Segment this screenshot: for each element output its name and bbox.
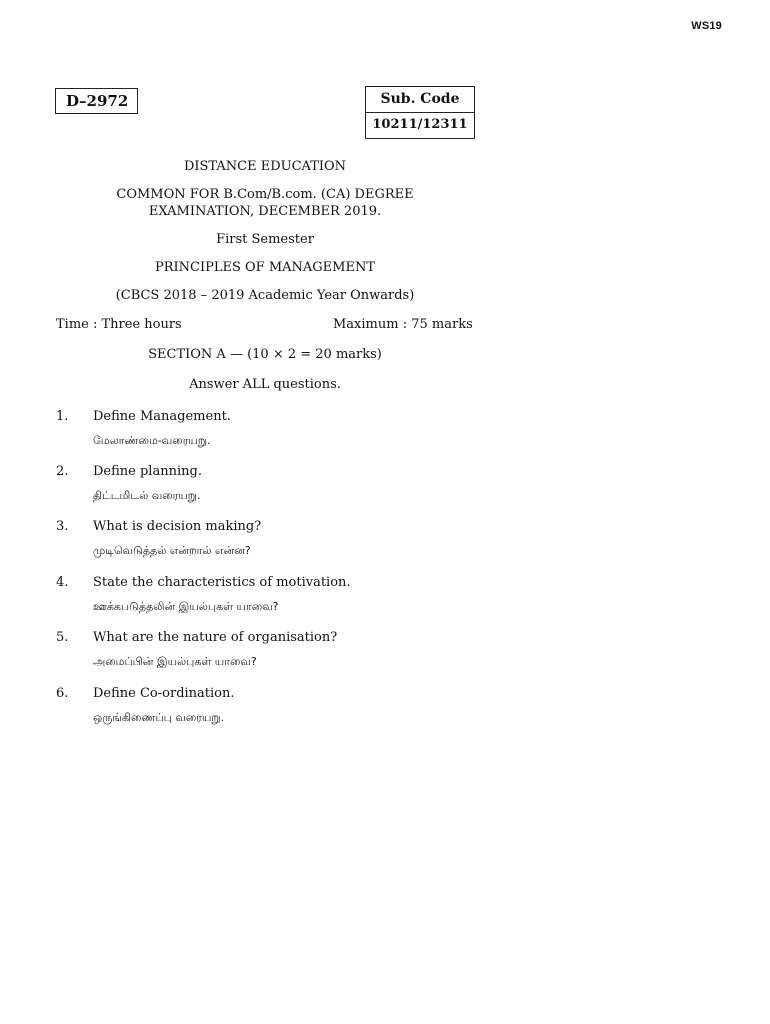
question-number: 4. <box>56 575 69 590</box>
question-text-english: Define Co-ordination. <box>93 686 235 701</box>
question-number: 5. <box>56 630 69 645</box>
sub-code-label: Sub. Code <box>380 91 460 107</box>
question-text-tamil: மேலாண்மை-வரையறு. <box>93 434 211 447</box>
question-text-tamil: முடிவெடுத்தல் என்றால் என்ன? <box>93 544 251 557</box>
sub-code-box <box>365 86 475 139</box>
institution-title: DISTANCE EDUCATION <box>183 159 347 174</box>
sub-code-value: 10211/12311 <box>366 112 474 138</box>
question-text-english: Define Management. <box>93 409 231 424</box>
question-text-english: Define planning. <box>93 464 202 479</box>
question-text-english: State the characteristics of motivation. <box>93 575 351 590</box>
question-number: 2. <box>56 464 69 479</box>
section-instruction: Answer ALL questions. <box>189 377 341 392</box>
question-text-tamil: ஊக்கபடுத்தலின் இயல்புகள் யாவை? <box>93 600 279 613</box>
question-text-tamil: திட்டமிடல் வரையறு. <box>93 489 201 502</box>
scheme-label: (CBCS 2018 – 2019 Academic Year Onwards) <box>115 288 415 303</box>
subject-title: PRINCIPLES OF MANAGEMENT <box>154 260 376 275</box>
maximum-marks: Maximum : 75 marks <box>333 317 473 332</box>
semester-label: First Semester <box>216 232 314 247</box>
question-text-english: What is decision making? <box>93 519 262 534</box>
question-text-tamil: ஒருங்கிணைப்பு வரையறு. <box>93 711 225 724</box>
question-number: 6. <box>56 686 69 701</box>
ws-code: WS19 <box>691 20 722 32</box>
paper-code-box: D–2972 <box>55 88 138 114</box>
question-text-tamil: அமைப்பின் இயல்புகள் யாவை? <box>93 655 257 668</box>
degree-title-line2: EXAMINATION, DECEMBER 2019. <box>148 204 382 219</box>
question-text-english: What are the nature of organisation? <box>93 630 338 645</box>
time-allowed: Time : Three hours <box>56 317 182 332</box>
question-number: 3. <box>56 519 69 534</box>
question-number: 1. <box>56 409 69 424</box>
section-heading: SECTION A — (10 × 2 = 20 marks) <box>148 347 382 362</box>
degree-title-line1: COMMON FOR B.Com/B.com. (CA) DEGREE <box>116 187 414 202</box>
